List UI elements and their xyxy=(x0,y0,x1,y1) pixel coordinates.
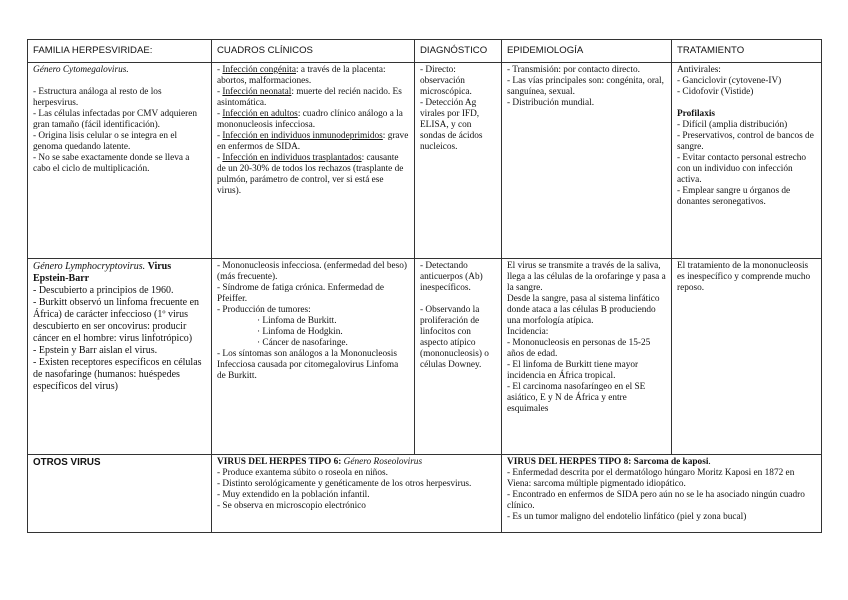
ebv-epidemiologia-line: - El carcinoma nasofaríngeo en el SE asiático, E y N de África y entre esquimales xyxy=(507,382,646,414)
ebv-genus: Género Lymphocryptovirus. xyxy=(33,261,146,272)
cmv-cuadro-text: : cuadro clínico análogo a la mononucleosis infecciosa. xyxy=(217,109,403,130)
ebv-familia-line: - Burkitt observó un linfoma frecuente en África) de carácter infeccioso (1º virus descubierto en ser oncovirus: producir cáncer en el hombre: virus linfotrópico) xyxy=(33,297,200,344)
ebv-diagnostico-line: - Observando la proliferación de linfocitos con aspecto atípico (mononucleosis) o células Downey. xyxy=(420,305,489,370)
cmv-cuadro-term: Infección en individuos trasplantados xyxy=(222,153,362,163)
ebv-tumor-item: · Linfoma de Hodgkin. xyxy=(257,327,343,337)
hhv6-line: - Muy extendido en la población infantil. xyxy=(217,490,370,500)
header-cuadros: CUADROS CLÍNICOS xyxy=(212,40,415,63)
cmv-profilaxis-line: - Difícil (amplia distribución) xyxy=(677,120,788,130)
ebv-genus-line xyxy=(33,261,206,285)
cmv-cuadro-item: - Infección neonatal: muerte del recién nacido. Es asintomática. xyxy=(217,87,402,108)
header-tratamiento: TRATAMIENTO xyxy=(672,40,822,63)
cmv-familia-line: - No se sabe exactamente donde se lleva a cabo el ciclo de multiplicación. xyxy=(33,153,190,174)
hhv8-name: Sarcoma de kaposi xyxy=(633,457,709,467)
cmv-cuadro-term: Infección en individuos inmunodeprimidos xyxy=(222,131,383,141)
ebv-tratamiento-cell xyxy=(672,259,822,455)
cmv-cuadro-term: Infección neonatal xyxy=(222,87,292,97)
header-familia: FAMILIA HERPESVIRIDAE: xyxy=(28,40,212,63)
ebv-familia-cell xyxy=(28,259,212,455)
cmv-familia-line: - Estructura análoga al resto de los herpesvirus. xyxy=(33,87,162,108)
cmv-cuadro-text: : muerte del recién nacido. Es asintomática. xyxy=(217,87,402,108)
cmv-familia-cell xyxy=(28,63,212,259)
hhv6-line: - Produce exantema súbito o roseola en niños. xyxy=(217,468,388,478)
hhv8-heading: VIRUS DEL HERPES TIPO 8: Sarcoma de kaposi. xyxy=(507,457,711,467)
cmv-cuadro-text: : causante de un 20-30% de todos los rechazos (trasplante de pulmón, parámetro de control, ver si está ese virus). xyxy=(217,153,404,196)
ebv-epidemiologia-line: - Mononucleosis en personas de 15-25 años de edad. xyxy=(507,338,651,359)
cmv-antivirales-line: Antivirales: xyxy=(677,65,721,75)
cmv-epidemiologia-cell xyxy=(502,63,672,259)
cmv-cuadro-text: : a través de la placenta: abortos, malformaciones. xyxy=(217,65,386,86)
otros-row xyxy=(28,455,822,533)
cmv-familia-line: - Origina lisis celular o se integra en el genoma quedando latente. xyxy=(33,131,178,152)
cmv-diagnostico-cell xyxy=(415,63,502,259)
spacer xyxy=(420,294,496,305)
cmv-familia-line: - Las células infectadas por CMV adquieren gran tamaño (fácil identificación). xyxy=(33,109,198,130)
hhv6-heading xyxy=(217,457,496,468)
hhv6-line: - Distinto serológicamente y genéticamente de los otros herpesvirus. xyxy=(217,479,472,489)
cmv-genus: Género Cytomegalovirus. xyxy=(33,65,129,75)
ebv-cuadros-cell xyxy=(212,259,415,455)
cmv-diagnostico-line: - Directo: observación microscópica. xyxy=(420,65,472,97)
hhv8-title: VIRUS DEL HERPES TIPO 8: xyxy=(507,457,632,467)
cmv-profilaxis-title: Profilaxis xyxy=(677,109,716,119)
cmv-cuadro-text: : grave en enfermos de SIDA. xyxy=(217,131,409,152)
ebv-cuadro-line: - Síndrome de fatiga crónica. Enfermedad de Pfeiffer. xyxy=(217,283,385,304)
cmv-diagnostico-line: - Detección Ag virales por IFD, ELISA, y con sondas de ácidos nucleicos. xyxy=(420,98,483,152)
ebv-cuadro-line: - Producción de tumores: xyxy=(217,305,311,315)
cmv-profilaxis-line: - Preservativos, control de bancos de sangre. xyxy=(677,131,814,152)
ebv-familia-line: - Epstein y Barr aislan el virus. xyxy=(33,345,158,356)
ebv-tumor-item: · Linfoma de Burkitt. xyxy=(257,316,337,326)
cmv-antivirales-line: - Ganciclovir (cytovene-IV) xyxy=(677,76,782,86)
cmv-cuadros-cell xyxy=(212,63,415,259)
spacer xyxy=(677,98,816,109)
ebv-diagnostico-line: - Detectando anticuerpos (Ab) inespecíficos. xyxy=(420,261,483,293)
ebv-epidemiologia-line: Incidencia: xyxy=(507,327,549,337)
ebv-epidemiologia-line: Desde la sangre, pasa al sistema linfático donde ataca a las células B produciendo una morfología atípica. xyxy=(507,294,660,326)
hhv6-line: - Se observa en microscopio electrónico xyxy=(217,501,366,511)
hhv6-genus: Género Roseolovirus xyxy=(343,457,423,467)
cmv-epidemiologia-line: - Distribución mundial. xyxy=(507,98,595,108)
hhv8-line: - Encontrado en enfermos de SIDA pero aún no se le ha asociado ningún cuadro clínico. xyxy=(507,490,805,511)
otros-label-cell xyxy=(28,455,212,533)
cmv-cuadro-item: - Infección congénita: a través de la placenta: abortos, malformaciones. xyxy=(217,65,386,86)
cmv-row xyxy=(28,63,822,259)
cmv-profilaxis-line: - Emplear sangre u órganos de donantes seronegativos. xyxy=(677,186,791,207)
ebv-epidemiologia-line: - El linfoma de Burkitt tiene mayor incidencia en África tropical. xyxy=(507,360,639,381)
herpesviridae-table xyxy=(27,39,822,533)
cmv-tratamiento-cell xyxy=(672,63,822,259)
ebv-virus-name: Virus Epstein-Barr xyxy=(33,261,172,284)
cmv-cuadro-term: Infección en adultos xyxy=(222,109,298,119)
hhv8-line: - Enfermedad descrita por el dermatólogo húngaro Moritz Kaposi en 1872 en Viena: sarcoma múltiple pigmentado idiopático. xyxy=(507,468,795,489)
cmv-cuadro-item: - Infección en individuos inmunodeprimidos: grave en enfermos de SIDA. xyxy=(217,131,409,152)
otros-label: OTROS VIRUS xyxy=(33,457,101,468)
cmv-epidemiologia-line: - Transmisión: por contacto directo. xyxy=(507,65,640,75)
header-epidemiologia: EPIDEMIOLOGÍA xyxy=(502,40,672,63)
ebv-row xyxy=(28,259,822,455)
hhv8-cell xyxy=(502,455,822,533)
ebv-cuadro-line: - Mononucleosis infecciosa. (enfermedad del beso) (más frecuente). xyxy=(217,261,408,282)
ebv-diagnostico-cell xyxy=(415,259,502,455)
hhv6-title: VIRUS DEL HERPES TIPO 6: xyxy=(217,457,342,467)
cmv-cuadro-item: - Infección en adultos: cuadro clínico análogo a la mononucleosis infecciosa. xyxy=(217,109,403,130)
ebv-epidemiologia-line: El virus se transmite a través de la saliva, llega a las células de la orofaringe y pasa a la sangre. xyxy=(507,261,666,293)
ebv-cuadro-line: - Los síntomas son análogos a la Mononucleosis Infecciosa causada por citomegalovirus Linfoma de Burkitt. xyxy=(217,349,399,381)
hhv6-cell xyxy=(212,455,502,533)
ebv-familia-line: - Descubierto a principios de 1960. xyxy=(33,285,174,296)
ebv-epidemiologia-cell xyxy=(502,259,672,455)
header-diagnostico: DIAGNÓSTICO xyxy=(415,40,502,63)
header-row xyxy=(28,40,822,63)
cmv-antivirales-line: - Cidofovir (Vistide) xyxy=(677,87,754,97)
ebv-tumor-item: · Cáncer de nasofaringe. xyxy=(257,338,348,348)
cmv-epidemiologia-line: - Las vías principales son: congénita, oral, sanguínea, sexual. xyxy=(507,76,664,97)
cmv-profilaxis-line: - Evitar contacto personal estrecho con un individuo con infección activa. xyxy=(677,153,807,185)
cmv-cuadro-term: Infección congénita xyxy=(222,65,296,75)
ebv-familia-line: - Existen receptores específicos en células de nasofaringe (humanos: huéspedes específicos del virus) xyxy=(33,357,202,392)
cmv-cuadro-item: - Infección en individuos trasplantados: causante de un 20-30% de todos los rechazos (trasplante de pulmón, parámetro de control, ver si está ese virus). xyxy=(217,153,404,196)
ebv-tratamiento-text: El tratamiento de la mononucleosis es inespecífico y comprende mucho reposo. xyxy=(677,261,811,293)
hhv8-line: - Es un tumor maligno del endotelio linfático (piel y zona bucal) xyxy=(507,512,747,522)
